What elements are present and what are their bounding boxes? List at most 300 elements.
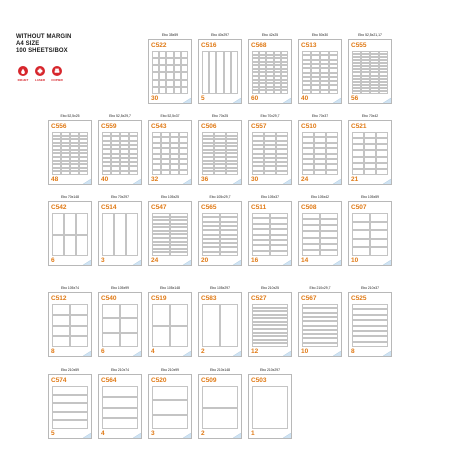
label-cell [114, 213, 126, 256]
labels-per-sheet-count: 30 [251, 175, 259, 183]
label-grid [302, 132, 338, 175]
labels-per-sheet-count: 36 [201, 175, 209, 183]
label-cell [302, 343, 338, 347]
peel-corner-icon [383, 98, 391, 103]
label-cell [181, 87, 188, 94]
label-cell [70, 326, 88, 337]
peel-corner-icon [133, 260, 141, 265]
peel-corner-icon [283, 351, 291, 356]
label-size-spec: Ebo 210x29,7 [309, 286, 331, 290]
product-code: C542 [51, 203, 67, 211]
label-grid [202, 51, 238, 94]
label-size-spec: Ebo 105x25 [160, 195, 180, 199]
label-size-spec: Ebo 70x25 [211, 114, 229, 118]
labels-per-sheet-count: 10 [351, 256, 359, 264]
laser-label: LASER [34, 78, 46, 82]
product-code: C519 [151, 294, 167, 302]
a4-sheet-preview [248, 374, 292, 439]
label-grid [102, 213, 138, 256]
a4-sheet-preview [248, 292, 292, 357]
peel-corner-icon [83, 351, 91, 356]
label-grid [152, 304, 188, 347]
peel-corner-icon [83, 433, 91, 438]
label-cell [379, 91, 388, 94]
label-cell [166, 80, 173, 87]
label-cell [252, 251, 270, 256]
a4-sheet-preview [348, 120, 392, 185]
label-cell [120, 171, 129, 175]
label-size-spec: Ebo 52,5x37 [160, 114, 180, 118]
labels-per-sheet-count: 4 [101, 429, 105, 437]
label-size-spec: Ebo 70x297 [110, 195, 130, 199]
label-size-spec: Ebo 35x59 [161, 33, 179, 37]
label-cell [52, 213, 64, 235]
printer-compatibility-icons [18, 66, 98, 86]
inkjet-label: INKJET [17, 78, 29, 82]
label-grid [152, 213, 188, 256]
label-grid [252, 304, 288, 347]
peel-corner-icon [133, 351, 141, 356]
product-code: C507 [351, 203, 367, 211]
peel-corner-icon [233, 98, 241, 103]
label-cell [202, 408, 238, 430]
product-code: C521 [351, 122, 367, 130]
labels-per-sheet-count: 8 [51, 347, 55, 355]
copier-label: COPIER [51, 78, 63, 82]
product-code: C509 [201, 376, 217, 384]
a4-sheet-preview [148, 374, 192, 439]
label-cell [252, 90, 259, 94]
label-cell [352, 169, 364, 175]
label-grid [102, 386, 138, 429]
product-code: C556 [51, 122, 67, 130]
product-code: C543 [151, 122, 167, 130]
label-cell [152, 58, 159, 65]
peel-corner-icon [283, 260, 291, 265]
label-size-spec: Ebo 70x42 [361, 114, 379, 118]
label-cell [329, 90, 338, 94]
label-cell [266, 90, 273, 94]
peel-corner-icon [183, 179, 191, 184]
label-cell [52, 171, 61, 175]
label-size-spec: Ebo 105x37 [260, 195, 280, 199]
label-cell [129, 171, 138, 175]
product-code: C583 [201, 294, 217, 302]
label-cell [202, 304, 220, 347]
product-code: C557 [251, 122, 267, 130]
copier-icon [52, 66, 62, 76]
label-size-spec: Ebo 52,5x21,17 [358, 33, 382, 37]
labels-per-sheet-count: 4 [151, 347, 155, 355]
label-cell [202, 386, 238, 408]
product-code: C516 [201, 41, 217, 49]
label-cell [281, 90, 288, 94]
label-grid [102, 132, 138, 175]
label-size-spec: Ebo 105x99 [110, 286, 130, 290]
label-cell [370, 230, 388, 239]
label-cell [220, 304, 238, 347]
label-grid [152, 51, 188, 94]
label-cell [352, 247, 370, 256]
label-size-spec: Ebo 210x99 [160, 368, 180, 372]
label-cell [364, 169, 376, 175]
peel-corner-icon [333, 179, 341, 184]
label-cell [370, 213, 388, 222]
label-cell [302, 170, 314, 175]
label-cell [214, 171, 226, 175]
labels-per-sheet-count: 5 [201, 94, 205, 102]
label-cell [361, 91, 370, 94]
peel-corner-icon [183, 351, 191, 356]
label-cell [102, 318, 120, 332]
product-code: C564 [101, 376, 117, 384]
label-grid [302, 51, 338, 94]
labels-per-sheet-count: 12 [251, 347, 259, 355]
labels-per-sheet-count: 60 [251, 94, 259, 102]
label-grid [352, 51, 388, 94]
labels-per-sheet-count: 16 [251, 256, 259, 264]
label-cell [70, 315, 88, 326]
label-cell [70, 336, 88, 347]
label-cell [152, 304, 170, 326]
label-size-spec: Ebo 52,5x25 [60, 114, 80, 118]
label-cell [181, 80, 188, 87]
peel-corner-icon [83, 260, 91, 265]
label-cell [181, 51, 188, 58]
label-cell [64, 213, 76, 235]
labels-per-sheet-count: 1 [251, 429, 255, 437]
label-cell [70, 171, 79, 175]
label-cell [152, 252, 170, 256]
label-cell [152, 80, 159, 87]
labels-per-sheet-count: 32 [151, 175, 159, 183]
label-cell [209, 51, 216, 94]
a4-sheet-preview [248, 39, 292, 104]
label-cell [270, 251, 288, 256]
label-grid [302, 304, 338, 347]
label-cell [64, 235, 76, 257]
label-cell [102, 213, 114, 256]
label-cell [159, 80, 166, 87]
label-cell [326, 170, 338, 175]
a4-sheet-preview [198, 201, 242, 266]
label-cell [152, 72, 159, 79]
a4-sheet-preview [298, 292, 342, 357]
label-cell [159, 72, 166, 79]
label-grid [202, 213, 238, 256]
peel-corner-icon [383, 179, 391, 184]
label-grid [202, 132, 238, 175]
a4-sheet-preview [298, 201, 342, 266]
a4-sheet-preview [198, 120, 242, 185]
labels-per-sheet-count: 6 [51, 256, 55, 264]
label-size-spec: Ebo 70x148 [60, 195, 80, 199]
label-cell [152, 87, 159, 94]
labels-per-sheet-count: 5 [51, 429, 55, 437]
label-cell [352, 342, 388, 347]
product-code: C512 [51, 294, 67, 302]
labels-per-sheet-count: 48 [51, 175, 59, 183]
label-cell [202, 171, 214, 175]
label-cell [224, 51, 231, 94]
header-line-size: A4 SIZE [16, 41, 40, 47]
labels-per-sheet-count: 6 [101, 347, 105, 355]
label-cell [226, 171, 238, 175]
product-code: C555 [351, 41, 367, 49]
label-size-spec: Ebo 210x37 [360, 286, 380, 290]
label-cell [166, 58, 173, 65]
product-code: C520 [151, 376, 167, 384]
label-grid [352, 304, 388, 347]
label-cell [166, 72, 173, 79]
a4-sheet-preview [198, 292, 242, 357]
peel-corner-icon [133, 179, 141, 184]
label-cell [302, 250, 320, 256]
product-code: C527 [251, 294, 267, 302]
label-cell [159, 58, 166, 65]
label-cell [152, 400, 188, 414]
a4-sheet-preview [148, 120, 192, 185]
a4-sheet-preview [148, 292, 192, 357]
label-cell [264, 171, 276, 175]
label-cell [302, 90, 311, 94]
product-code: C510 [301, 122, 317, 130]
label-cell [52, 395, 88, 404]
product-code: C567 [301, 294, 317, 302]
label-size-spec: Ebo 210x297 [260, 368, 280, 372]
inkjet-icon [18, 66, 28, 76]
label-grid [352, 213, 388, 256]
product-code: C568 [251, 41, 267, 49]
a4-sheet-preview [98, 292, 142, 357]
peel-corner-icon [183, 433, 191, 438]
label-cell [174, 51, 181, 58]
peel-corner-icon [333, 98, 341, 103]
label-size-spec: Ebo 70x37 [311, 114, 329, 118]
label-cell [352, 239, 370, 248]
label-cell [152, 386, 188, 400]
label-cell [276, 171, 288, 175]
label-cell [102, 333, 120, 347]
product-header [16, 34, 136, 55]
a4-sheet-preview [98, 374, 142, 439]
a4-sheet-preview [198, 39, 242, 104]
label-cell [170, 170, 179, 175]
label-cell [102, 304, 120, 318]
label-cell [102, 386, 138, 397]
label-size-spec: Ebo 52,5x29,7 [109, 114, 131, 118]
label-cell [174, 72, 181, 79]
label-cell [320, 250, 338, 256]
peel-corner-icon [233, 351, 241, 356]
a4-sheet-preview [348, 292, 392, 357]
label-cell [70, 304, 88, 315]
label-size-spec: Ebo 40x297 [210, 33, 230, 37]
label-size-spec: Ebo 105x297 [210, 286, 230, 290]
label-cell [52, 420, 88, 429]
label-cell [152, 415, 188, 429]
label-grid [52, 213, 88, 256]
label-cell [252, 343, 288, 347]
labels-per-sheet-count: 40 [101, 175, 109, 183]
peel-corner-icon [133, 433, 141, 438]
product-code: C559 [101, 122, 117, 130]
label-cell [76, 235, 88, 257]
label-cell [202, 51, 209, 94]
label-grid [202, 386, 238, 429]
label-grid [202, 304, 238, 347]
label-grid [352, 132, 388, 175]
label-cell [274, 90, 281, 94]
peel-corner-icon [333, 351, 341, 356]
label-grid [252, 213, 288, 256]
label-cell [61, 171, 70, 175]
label-cell [181, 58, 188, 65]
peel-corner-icon [383, 260, 391, 265]
label-cell [52, 235, 64, 257]
a4-sheet-preview [98, 120, 142, 185]
peel-corner-icon [233, 260, 241, 265]
a4-sheet-preview [248, 120, 292, 185]
label-cell [370, 222, 388, 231]
label-size-spec: Ebo 70x29,7 [260, 114, 280, 118]
label-grid [252, 51, 288, 94]
label-cell [259, 90, 266, 94]
label-cell [231, 51, 238, 94]
label-cell [179, 170, 188, 175]
label-size-spec: Ebo 105x59 [360, 195, 380, 199]
label-cell [311, 90, 320, 94]
label-cell [181, 72, 188, 79]
label-cell [52, 403, 88, 412]
label-cell [320, 90, 329, 94]
label-size-spec: Ebo 210x74 [110, 368, 130, 372]
labels-per-sheet-count: 2 [201, 347, 205, 355]
labels-per-sheet-count: 24 [151, 256, 159, 264]
label-cell [152, 170, 161, 175]
product-code: C525 [351, 294, 367, 302]
labels-per-sheet-count: 14 [301, 256, 309, 264]
label-cell [170, 252, 188, 256]
label-grid [252, 386, 288, 429]
label-size-spec: Ebo 50x30 [311, 33, 329, 37]
label-grid [52, 386, 88, 429]
laser-icon [35, 66, 45, 76]
label-cell [52, 315, 70, 326]
product-code: C511 [251, 203, 267, 211]
labels-per-sheet-count: 20 [201, 256, 209, 264]
label-cell [170, 326, 188, 348]
label-cell [314, 170, 326, 175]
labels-per-sheet-count: 40 [301, 94, 309, 102]
label-cell [52, 336, 70, 347]
label-cell [79, 171, 88, 175]
labels-per-sheet-count: 21 [351, 175, 359, 183]
label-grid [52, 304, 88, 347]
label-size-spec: Ebo 210x25 [260, 286, 280, 290]
peel-corner-icon [233, 179, 241, 184]
label-cell [252, 386, 288, 429]
label-cell [174, 65, 181, 72]
label-cell [159, 65, 166, 72]
label-cell [220, 252, 238, 256]
label-cell [159, 51, 166, 58]
peel-corner-icon [83, 179, 91, 184]
peel-corner-icon [283, 98, 291, 103]
label-cell [152, 65, 159, 72]
label-cell [174, 58, 181, 65]
header-line-margin: WITHOUT MARGIN [16, 34, 72, 40]
product-code: C503 [251, 376, 267, 384]
label-cell [161, 170, 170, 175]
label-cell [152, 326, 170, 348]
label-grid [152, 386, 188, 429]
peel-corner-icon [233, 433, 241, 438]
label-size-spec: Ebo 105x29,7 [209, 195, 231, 199]
label-cell [370, 247, 388, 256]
label-cell [120, 333, 138, 347]
labels-per-sheet-count: 2 [201, 429, 205, 437]
label-grid [252, 132, 288, 175]
product-code: C565 [201, 203, 217, 211]
label-cell [152, 51, 159, 58]
label-cell [376, 169, 388, 175]
label-cell [102, 408, 138, 419]
peel-corner-icon [333, 260, 341, 265]
label-cell [52, 386, 88, 395]
label-cell [202, 252, 220, 256]
label-cell [181, 65, 188, 72]
label-cell [102, 171, 111, 175]
labels-per-sheet-count: 8 [351, 347, 355, 355]
label-size-spec: Ebo 105x74 [60, 286, 80, 290]
label-size-spec: Ebo 210x59 [60, 368, 80, 372]
label-cell [102, 397, 138, 408]
label-cell [120, 304, 138, 318]
label-cell [52, 304, 70, 315]
a4-sheet-preview [48, 201, 92, 266]
label-grid [152, 132, 188, 175]
label-cell [352, 230, 370, 239]
peel-corner-icon [183, 260, 191, 265]
product-code: C522 [151, 41, 167, 49]
label-cell [370, 91, 379, 94]
a4-sheet-preview [148, 39, 192, 104]
label-cell [76, 213, 88, 235]
label-size-spec: Ebo 42x25 [261, 33, 279, 37]
label-cell [252, 171, 264, 175]
a4-sheet-preview [48, 120, 92, 185]
labels-per-sheet-count: 24 [301, 175, 309, 183]
labels-per-sheet-count: 3 [101, 256, 105, 264]
product-code: C508 [301, 203, 317, 211]
peel-corner-icon [283, 179, 291, 184]
a4-sheet-preview [348, 201, 392, 266]
label-size-spec: Ebo 210x148 [210, 368, 230, 372]
peel-corner-icon [183, 98, 191, 103]
label-cell [216, 51, 223, 94]
labels-per-sheet-count: 3 [151, 429, 155, 437]
label-cell [126, 213, 138, 256]
label-grid [302, 213, 338, 256]
label-cell [111, 171, 120, 175]
a4-sheet-preview [298, 39, 342, 104]
label-cell [166, 51, 173, 58]
label-grid [52, 132, 88, 175]
a4-sheet-preview [348, 39, 392, 104]
a4-sheet-preview [48, 374, 92, 439]
label-cell [159, 87, 166, 94]
